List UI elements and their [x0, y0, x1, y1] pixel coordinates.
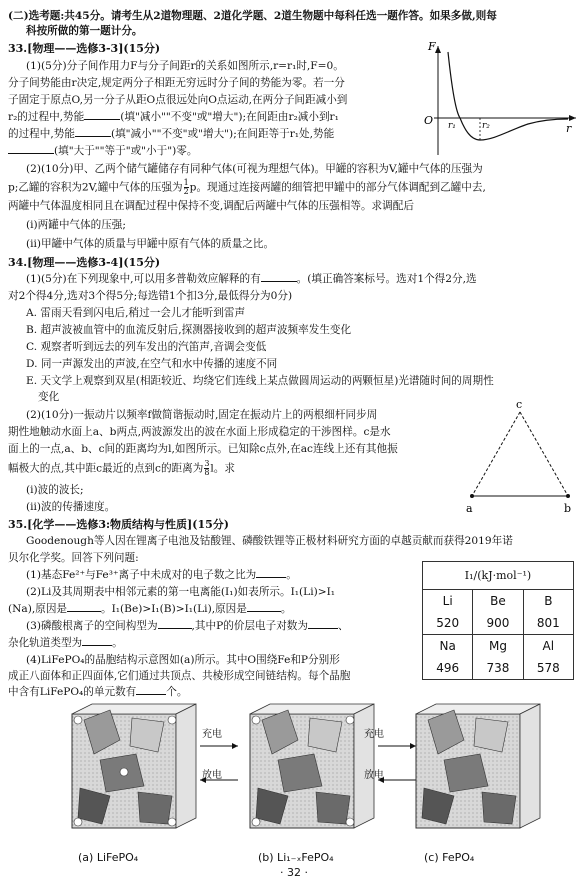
- q35-s4-l3b: 个。: [166, 686, 188, 698]
- q34-title: 34.[物理——选修3-4](15分): [8, 256, 161, 269]
- r-axis-arrow: [569, 115, 576, 121]
- caption-c: (c) FePO₄: [424, 851, 475, 864]
- q33-p2-l2a: p;乙罐的容积为2V,罐中气体的压强为: [8, 181, 183, 194]
- f-axis-arrow: [435, 46, 441, 53]
- q34-option-d: D. 同一声源发出的声波,在空气和水中传播的速度不同: [26, 358, 278, 370]
- q34-option-e-cont: 变化: [38, 391, 60, 403]
- r1-label: r₁: [448, 121, 456, 131]
- q33-p1-l4b: (填"减小""不变"或"增大");在间距由r₂减小到r₁: [120, 111, 339, 123]
- frac-den: 2: [183, 187, 189, 196]
- q34-p2-l3: 面上的一点,a、b、c间的距离均为l,如图所示。已知除c点外,在ac连线上还有其他振: [8, 443, 398, 455]
- answer-blank: [8, 153, 54, 154]
- cell-b: B: [523, 590, 573, 612]
- answer-blank: [256, 577, 286, 578]
- answer-blank: [158, 628, 192, 629]
- q34-option-e: E. 天文学上观察到双星(相距较近、均绕它们连线上某点做圆周运动的两颗恒星)光谱随时间的周期性: [26, 375, 494, 387]
- answer-blank: [308, 628, 338, 629]
- q35-s2-l2: [8, 603, 291, 616]
- q35-s2-l2a: (Na),原因是: [8, 603, 67, 615]
- cell-na: Na: [423, 635, 473, 657]
- q35-s3-l1: [26, 620, 349, 633]
- f-axis-label: F: [428, 40, 436, 53]
- crystal-structures-figure: [40, 700, 550, 845]
- q35-s3-l2a: 杂化轨道类型为: [8, 637, 83, 649]
- q33-p2-ii: (ii)甲罐中气体的质量与甲罐中原有气体的质量之比。: [26, 238, 275, 250]
- q34-option-c: C. 观察者听到远去的列车发出的汽笛声,音调会变低: [26, 341, 267, 353]
- q33-p2-l1: (2)(10分)甲、乙两个储气罐储存有同种气体(可视为理想气体)。甲罐的容积为V,罐中气体的压强为: [26, 163, 483, 175]
- label-a: a: [466, 502, 473, 515]
- answer-blank: [247, 611, 281, 612]
- q33-p2-l3: 两罐中气体温度相同且在调配过程中保持不变,调配后两罐中气体的压强相等。求调配后: [8, 200, 414, 212]
- crystal-cell-a: [72, 704, 196, 828]
- page-number: · 32 ·: [280, 866, 308, 879]
- crystal-cell-c: [416, 704, 540, 828]
- q35-s1b: 。: [286, 569, 297, 581]
- r-axis-label: r: [566, 122, 572, 135]
- section-instruction: (二)选考题:共45分。请考生从2道物理题、2道化学题、2道生物题中每科任选一题作答。如果多做,则每: [8, 10, 497, 22]
- triangle-diagram: [460, 396, 580, 520]
- label-b: b: [564, 502, 572, 515]
- cell-al-value: 578: [523, 657, 573, 679]
- q33-p1-l4: [8, 111, 339, 124]
- cell-na-value: 496: [423, 657, 473, 679]
- q35-s4-l1: (4)LiFePO₄的晶胞结构示意图如(a)所示。其中O围绕Fe和P分别形: [26, 654, 340, 666]
- q33-p1-l2: 分子间势能由r决定,规定两分子相距无穷远时分子间的势能为零。若一分: [8, 77, 345, 89]
- q35-s4-l3a: 中含有LiFePO₄的单元数有: [8, 686, 137, 698]
- answer-blank: [136, 694, 166, 695]
- label-c: c: [516, 398, 523, 411]
- answer-blank: [75, 136, 111, 137]
- q34-p1-l1a: (1)(5分)在下列现象中,可以用多普勒效应解释的有: [26, 273, 261, 285]
- force-curve: [448, 52, 568, 140]
- answer-blank: [261, 281, 297, 282]
- frac-num: 1: [183, 178, 189, 187]
- frac-num: 3: [204, 459, 210, 468]
- r2-label: r₂: [482, 121, 490, 131]
- q35-intro-1: Goodenough等人因在锂离子电池及钴酸锂、磷酸铁锂等正极材料研究方面的卓越贡献而获得2019年诺: [26, 535, 513, 547]
- q34-p2-l4: [8, 460, 235, 477]
- q33-p1-l3: 子固定于原点O,另一分子从距O点很远处向O点运动,在两分子间距减小到: [8, 94, 348, 106]
- q33-p1-l6: [8, 145, 197, 158]
- q33-p1-l5b: (填"减小""不变"或"增大");在间距等于r₁处,势能: [110, 128, 335, 140]
- origin-label: O: [424, 114, 434, 127]
- caption-b: (b) Li₁₋ₓFePO₄: [258, 851, 334, 864]
- point-a: [470, 494, 474, 498]
- ionization-energy-table: [422, 561, 574, 680]
- point-b: [566, 494, 570, 498]
- charge-label-1: 充电: [202, 729, 222, 740]
- q33-p2-l2: [8, 179, 486, 196]
- q33-p1-l1: (1)(5分)分子间作用力F与分子间距r的关系如图所示,r=r₁时,F=0。: [26, 60, 344, 72]
- q33-p1-l5a: 的过程中,势能: [8, 128, 75, 140]
- q33-p1-l6-text: (填"大于""等于"或"小于")零。: [54, 145, 198, 157]
- fraction-one-half: [184, 179, 189, 196]
- q35-s3-l2: [8, 637, 123, 650]
- cell-mg: Mg: [473, 635, 523, 657]
- q34-p2-l4a: 幅极大的点,其中距c最近的点到c的距离为: [8, 462, 204, 475]
- q33-p2-i: (i)两罐中气体的压强;: [26, 219, 126, 231]
- q35-s3-l1c: 、: [337, 620, 349, 632]
- q35-s3-l1b: ,其中P的价层电子对数为: [191, 620, 308, 632]
- q35-s3-l2b: 。: [112, 637, 123, 649]
- fraction-three-eighths: [204, 460, 209, 477]
- charge-arrowhead-2: [410, 743, 416, 749]
- q33-title: 33.[物理——选修3-3](15分): [8, 42, 161, 55]
- section-instruction-cont: 科按所做的第一题计分。: [26, 25, 143, 37]
- cell-mg-value: 738: [473, 657, 523, 679]
- charge-arrowhead-1: [232, 743, 238, 749]
- q34-p1-l2: 对2个得4分,选对3个得5分;每选错1个扣3分,最低得分为0分): [8, 290, 293, 302]
- q34-p2-l2: 期性地触动水面上a、b两点,两波源发出的波在水面上形成稳定的干涉图样。c是水: [8, 426, 391, 438]
- q35-intro-2: 贝尔化学奖。回答下列问题:: [8, 552, 139, 564]
- crystal-cell-b: [250, 704, 374, 828]
- side-ac: [472, 412, 520, 496]
- caption-a: (a) LiFePO₄: [78, 851, 139, 864]
- q34-p2-l4b: l。求: [210, 462, 235, 475]
- q35-s1a: (1)基态Fe²⁺与Fe³⁺离子中未成对的电子数之比为: [26, 569, 257, 581]
- q34-p1-l1b: 。(填正确答案标号。选对1个得2分,选: [296, 273, 477, 285]
- q35-s2-l2c: 。: [280, 603, 292, 615]
- discharge-label-2: 放电: [364, 770, 384, 781]
- charge-label-2: 充电: [364, 729, 384, 740]
- q35-s4-l3: [8, 686, 187, 699]
- q34-p1-l1: [26, 273, 477, 286]
- q34-option-b: B. 超声波被血管中的血流反射后,探测器接收到的超声波频率发生变化: [26, 324, 352, 336]
- q35-s4-l2: 成正八面体和正四面体,它们通过共顶点、共棱形成空间链结构。每个晶胞: [8, 670, 351, 682]
- q34-p2-ii: (ii)波的传播速度。: [26, 501, 116, 513]
- cell-li: Li: [423, 590, 473, 612]
- q35-title: 35.[化学——选修3:物质结构与性质](15分): [8, 518, 229, 531]
- frac-den: 8: [204, 468, 210, 477]
- side-bc: [520, 412, 568, 496]
- force-distance-graph: [420, 40, 580, 160]
- answer-blank: [67, 611, 101, 612]
- cell-b-value: 801: [523, 612, 573, 634]
- q33-p1-l4a: r₂的过程中,势能: [8, 111, 85, 123]
- q34-option-a: A. 雷雨天看到闪电后,稍过一会儿才能听到雷声: [26, 307, 246, 319]
- cell-be: Be: [473, 590, 523, 612]
- q33-p2-l2b: p。现通过连接两罐的细管把甲罐中的部分气体调配到乙罐中去,: [189, 181, 486, 194]
- q35-s2-l1: (2)Li及其周期表中相邻元素的第一电离能(I₁)如表所示。I₁(Li)>I₁: [26, 586, 336, 598]
- discharge-label-1: 放电: [202, 770, 222, 781]
- answer-blank: [84, 119, 120, 120]
- q35-s1: [26, 569, 297, 582]
- q35-s2-l2b: 。I₁(Be)>I₁(B)>I₁(Li),原因是: [101, 603, 247, 615]
- q33-p1-l5: [8, 128, 334, 141]
- q34-p2-i: (i)波的波长;: [26, 484, 84, 496]
- cell-al: Al: [523, 635, 573, 657]
- cell-li-value: 520: [423, 612, 473, 634]
- answer-blank: [82, 645, 112, 646]
- cell-be-value: 900: [473, 612, 523, 634]
- q35-s3-l1a: (3)磷酸根离子的空间构型为: [26, 620, 158, 632]
- table-header: I₁/(kJ·mol⁻¹): [423, 562, 574, 590]
- q34-p2-l1: (2)(10分)一振动片以频率f做简谐振动时,固定在振动片上的两根细杆同步周: [26, 409, 378, 421]
